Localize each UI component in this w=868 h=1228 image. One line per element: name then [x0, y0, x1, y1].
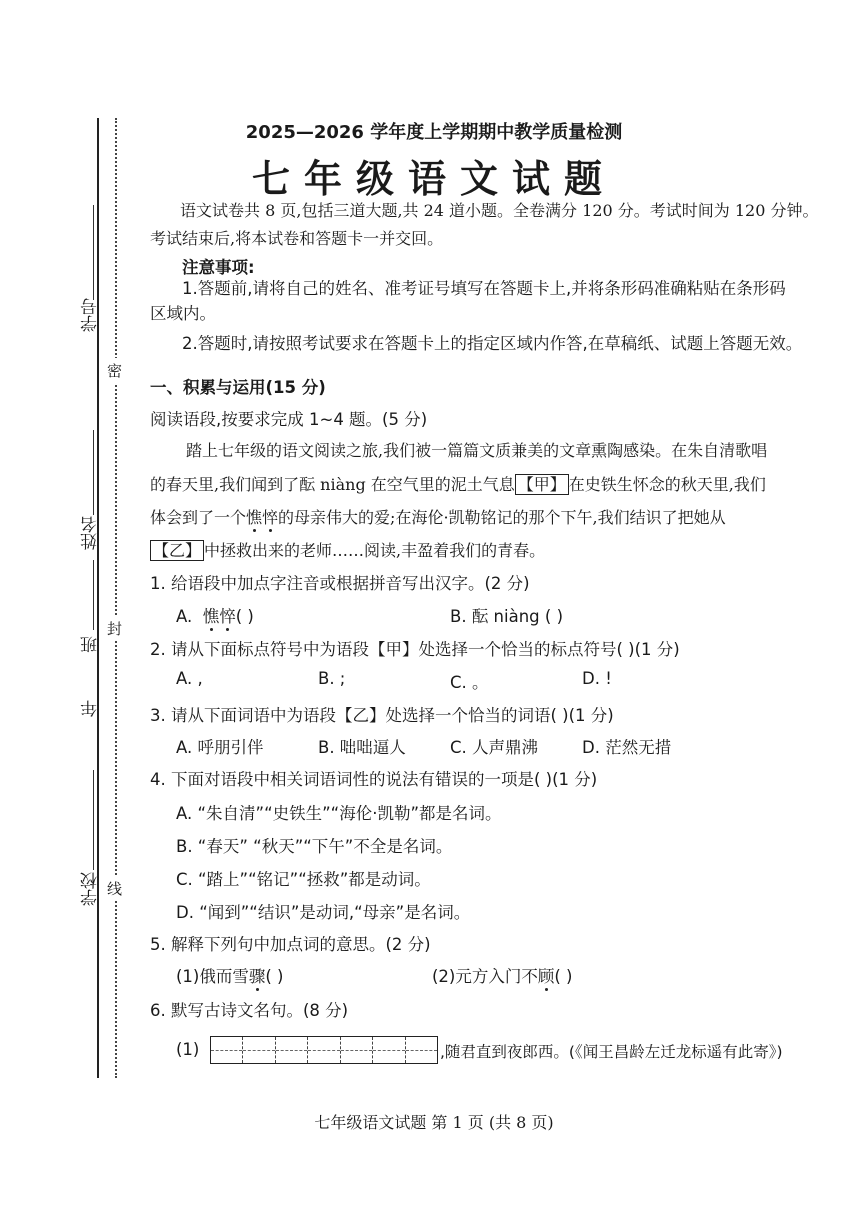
passage-line-1: 踏上七年级的语文阅读之旅,我们被一篇篇文质兼美的文章熏陶感染。在朱自清歌唱 — [186, 441, 768, 460]
section-1-instruction: 阅读语段,按要求完成 1~4 题。(5 分) — [150, 410, 428, 429]
passage-line-2: 的春天里,我们闻到了酝 niàng 在空气里的泥土气息 【甲】 在史铁生怀念的秋天里,我们 — [150, 475, 766, 494]
page-title: 七年级语文试题 — [251, 156, 616, 201]
q4-option-d[interactable]: D. “闻到”“结识”是动词,“母亲”是名词。 — [176, 903, 471, 922]
q2-option-c[interactable]: C. 。 — [450, 673, 489, 692]
q5-stem: 5. 解释下列句中加点词的意思。(2 分) — [150, 935, 431, 954]
q2-option-a[interactable]: A. , — [176, 669, 203, 688]
q5-item-1[interactable]: (1)俄而雪骤( ) — [176, 967, 284, 986]
q5-item-2[interactable]: (2)元方入门不顾( ) — [432, 967, 573, 986]
name-label: 姓名 — [81, 516, 101, 550]
q4-stem: 4. 下面对语段中相关词语词性的说法有错误的一项是( )(1 分) — [150, 770, 598, 789]
q2-option-d[interactable]: D. ! — [582, 669, 612, 688]
notice-1a: 1.答题前,请将自己的姓名、准考证号填写在答题卡上,并将条形码准确粘贴在条形码 — [182, 279, 786, 298]
seal-char-xian: 线 — [107, 876, 122, 901]
q4-option-c[interactable]: C. “踏上”“铭记”“拯救”都是动词。 — [176, 870, 431, 889]
intro-line-2: 考试结束后,将本试卷和答题卡一并交回。 — [150, 229, 444, 248]
q3-option-c[interactable]: C. 人声鼎沸 — [450, 738, 539, 757]
q3-option-a[interactable]: A. 呼朋引伴 — [176, 738, 264, 757]
q1-stem: 1. 给语段中加点字注音或根据拼音写出汉字。(2 分) — [150, 574, 530, 593]
school-blank[interactable] — [93, 770, 94, 870]
q6-stem: 6. 默写古诗文名句。(8 分) — [150, 1001, 349, 1020]
q6-item-1-text: ,随君直到夜郎西。(《闻王昌龄左迁龙标遥有此寄》) — [440, 1043, 783, 1061]
notice-title: 注意事项: — [182, 258, 255, 277]
q6-item-1-label: (1) — [176, 1040, 200, 1059]
q4-option-b[interactable]: B. “春天” “秋天”“下午”不全是名词。 — [176, 837, 453, 856]
class-label: 班 — [81, 636, 101, 653]
q2-stem: 2. 请从下面标点符号中为语段【甲】处选择一个恰当的标点符号( )(1 分) — [150, 640, 680, 659]
q3-option-b[interactable]: B. 咄咄逼人 — [318, 738, 406, 757]
notice-1b: 区域内。 — [150, 304, 216, 323]
binding-solid-line — [97, 118, 99, 1078]
seal-char-feng: 封 — [107, 616, 122, 641]
q3-option-d[interactable]: D. 茫然无措 — [582, 738, 672, 757]
exam-name: 2025—2026 学年度上学期期中教学质量检测 — [245, 122, 623, 143]
notice-2: 2.答题时,请按照考试要求在答题卡上的指定区域内作答,在草稿纸、试题上答题无效。 — [182, 334, 803, 353]
binding-dotted-line — [115, 118, 117, 1078]
intro-line-1: 语文试卷共 8 页,包括三道大题,共 24 道小题。全卷满分 120 分。考试时间为 120 分钟。 — [180, 201, 819, 220]
student-id-blank[interactable] — [93, 205, 94, 300]
q1-option-a[interactable]: A. 憔悴( ) — [176, 607, 254, 626]
q1-option-b[interactable]: B. 酝 niàng ( ) — [450, 607, 564, 626]
seal-char-mi: 密 — [107, 358, 122, 383]
class-blank[interactable] — [93, 560, 94, 630]
student-id-label: 学号 — [81, 298, 101, 332]
q2-option-b[interactable]: B. ; — [318, 669, 346, 688]
passage-line-4: 【乙】 中拯救出来的老师……阅读,丰盈着我们的青春。 — [150, 538, 545, 561]
q4-option-a[interactable]: A. “朱自清”“史铁生”“海伦·凯勒”都是名词。 — [176, 804, 502, 823]
q3-stem: 3. 请从下面词语中为语段【乙】处选择一个恰当的词语( )(1 分) — [150, 706, 614, 725]
blank-yi: 【乙】 — [150, 540, 204, 561]
grade-label: 年 — [81, 700, 101, 717]
name-blank[interactable] — [93, 430, 94, 515]
blank-jia: 【甲】 — [515, 474, 569, 495]
page-footer: 七年级语文试题 第 1 页 (共 8 页) — [314, 1113, 554, 1132]
q6-answer-grid[interactable] — [210, 1036, 438, 1064]
passage-line-3: 体会到了一个憔悴的母亲伟大的爱;在海伦·凯勒铭记的那个下午,我们结识了把她从 — [150, 508, 726, 527]
section-1-title: 一、积累与运用(15 分) — [150, 378, 326, 397]
school-label: 学校 — [81, 872, 101, 906]
